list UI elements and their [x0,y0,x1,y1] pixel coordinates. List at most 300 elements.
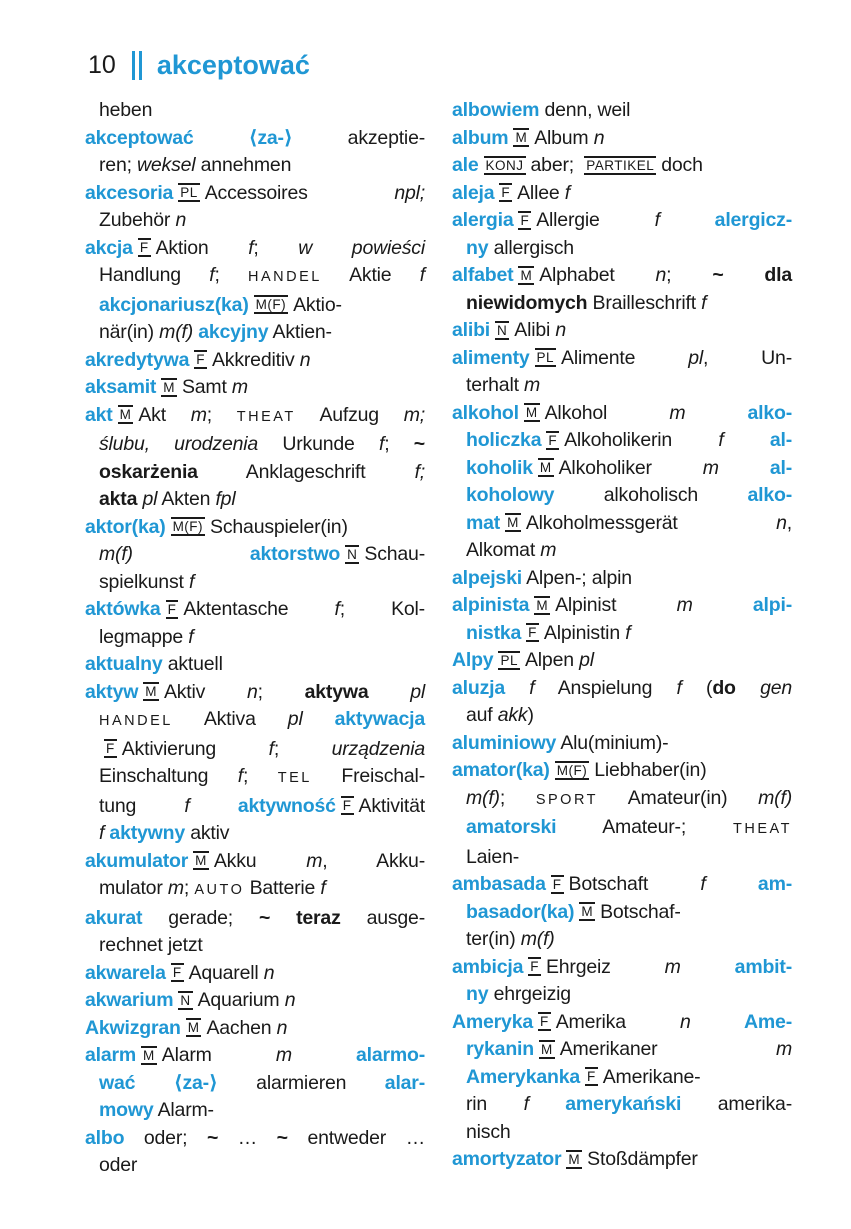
translation-text: Alimente [561,346,689,369]
gender-marker: N [180,992,191,1008]
gender-marker: M [507,515,519,530]
entry-line [85,514,425,542]
dictionary-entry [85,905,425,960]
headword: alar- [384,1071,425,1094]
translation-text: akzeptie- [292,126,426,149]
subject-label: AUTO [194,882,245,898]
grammar-italic: f [379,433,385,455]
gender-marker: PL [500,652,518,668]
translation-text: denn, weil [539,99,631,121]
entry-line [85,624,425,652]
translation-text: Anspielung [534,676,677,699]
translation-text: legmappe [99,625,189,648]
translation-text: Alarm- [153,1099,214,1121]
dictionary-entry [452,207,792,262]
translation-text: Alkohol [544,401,670,424]
grammar-italic: pl [688,346,704,369]
gender-marker: M [195,853,207,868]
headword: ale [452,154,479,176]
translation-text: Amerikane- [602,1065,701,1088]
headword: aktor(ka) [85,515,166,538]
headword: al- [718,456,792,479]
translation-text: ; [666,264,713,286]
entry-line [452,317,792,345]
translation-text: ren; [99,154,138,176]
grammar-italic: m [540,539,557,561]
translation-text: Alkoholikerin [564,429,719,451]
headword: aktorstwo [132,543,341,565]
translation-text: Alu(minium)- [556,731,669,754]
translation-text: Alkoholmessgerät [525,511,777,534]
bold-phrase: ~ [276,1126,288,1149]
translation-text: Schauspieler(in) [210,515,348,538]
translation-text: tung [99,794,185,817]
translation-text: Freischal- [311,765,425,787]
translation-text: Aufzug [295,403,404,426]
grammar-italic: n [284,989,296,1011]
headword: aktywny [104,822,185,844]
translation-text: aber; [530,154,580,176]
translation-text: Alpinist [555,594,677,616]
grammar-italic: gen [735,676,793,699]
translation-text: auf [466,704,498,726]
gender-marker: F [501,185,511,200]
translation-text: Alibi [514,319,556,341]
translation-text: Anklageschrift [197,460,415,483]
translation-text: Laien- [466,845,520,868]
translation-text: när(in) [99,321,160,343]
translation-text: Alkomat [466,539,541,561]
grammar-italic: n [246,680,258,703]
entry-line [85,152,425,180]
headword: ny [466,236,489,259]
translation-text: Allee [517,181,565,204]
grammar-italic: pl [579,649,594,671]
gender-marker: M [520,267,533,283]
entry-line [452,871,792,899]
translation-text: ehrgeizig [488,983,571,1005]
entry-line [452,372,792,400]
translation-text: Akt [138,403,191,426]
entry-line [85,262,425,292]
headword: alimenty [452,346,530,369]
entry-line [85,207,425,235]
translation-text: Botschaf- [600,900,681,923]
headword: akceptować ⟨za-⟩ [85,126,293,149]
entry-line [85,960,425,988]
entry-line [452,926,792,954]
headword: album [452,126,509,149]
entry-line [85,459,425,487]
grammar-italic: f [184,794,190,817]
translation-text: , [786,511,792,534]
dictionary-entry [85,347,425,375]
bold-phrase: aktywa [304,680,369,703]
translation-text: doch [661,154,703,176]
translation-text: , Akku- [322,849,425,872]
translation-text: Amateur-; [556,816,734,838]
bold-phrase: niewidomych [466,291,588,314]
entry-line [452,899,792,927]
translation-text: Aktivität [358,794,425,817]
translation-text: Aktentasche [183,598,335,620]
grammar-italic: n [679,1010,691,1033]
entry-line [85,235,425,263]
entry-line [452,97,792,125]
grammar-italic: f [334,598,340,620]
grammar-italic: n [593,126,605,149]
grammar-italic: fpl [215,488,236,510]
headword: albowiem [452,99,540,121]
translation-text: Einschaltung [99,765,238,787]
dictionary-entry [452,262,792,317]
grammar-italic: n [175,209,187,231]
headword: aktyw [85,680,139,703]
gender-marker: M [143,1047,155,1063]
dictionary-entry [452,871,792,954]
gender-marker: M [568,1151,581,1167]
translation-text: nisch [466,1120,511,1143]
grammar-italic: m [524,374,541,396]
dictionary-entry [452,97,792,125]
translation-text: Accessoires [204,181,395,204]
headword: wać ⟨za-⟩ [99,1071,218,1094]
headword: aktualny [85,653,163,675]
entry-line [452,592,792,620]
gender-marker: F [540,1014,549,1029]
translation-text: amerika- [681,1093,792,1115]
translation-text: Zubehör [99,209,176,231]
grammar-italic: f [209,264,215,286]
headword: aluzja [452,676,505,699]
translation-text: Alpinistin [543,621,626,644]
headword: ny [466,983,489,1005]
entry-line [85,596,425,624]
grammar-italic: n [655,264,667,286]
translation-text: Amerikaner [559,1038,776,1060]
grammar-italic: m [167,877,184,899]
dictionary-entry [452,180,792,208]
headword: al- [723,429,793,451]
translation-text: ; [257,680,305,703]
dictionary-entry [452,675,792,730]
headword: akwarium [85,989,174,1011]
translation-text: Alpen-; alpin [521,566,632,589]
entry-line [452,730,792,758]
entry-line [452,1146,792,1174]
gender-marker: M [119,407,132,422]
grammar-italic: f [625,621,631,644]
translation-text: Samt [181,376,232,398]
grammar-italic: pl [287,708,303,730]
headword: alpinista [452,594,530,616]
translation-text: gerade; [142,906,259,929]
dictionary-entry [452,647,792,675]
entry-line [452,510,792,538]
subject-label: SPORT [535,791,599,808]
translation-text: ; [384,433,414,455]
translation-text: Alpen [524,649,580,671]
gender-marker: M [540,1041,553,1057]
gender-marker: F [552,876,562,892]
headword: mat [466,511,501,534]
entry-line [452,1091,792,1119]
dictionary-entry [85,596,425,651]
entry-line [85,1015,425,1043]
entry-line [452,785,792,815]
dictionary-entry [452,400,792,565]
grammar-italic: m(f) [466,786,500,809]
dictionary-entry [85,1042,425,1125]
translation-text: rin [466,1093,524,1115]
grammar-italic: m [664,955,681,978]
guide-headword: akceptować [156,50,310,80]
grammar-italic: f [700,873,706,895]
entry-line [85,763,425,793]
gender-marker: M [525,405,538,420]
dictionary-entry [452,592,792,647]
translation-text: allergisch [488,236,574,259]
grammar-italic: m; [403,403,426,426]
entry-line [85,875,425,905]
column-left [85,97,425,1180]
headword: aktywność [189,794,336,817]
entry-line [452,152,792,180]
translation-text: Album [534,126,594,149]
translation-text: Aktivierung [121,737,269,760]
headword: koholowy [466,484,555,506]
dictionary-entry [452,317,792,345]
headword: alarm [85,1044,137,1066]
gender-marker: M [539,460,552,475]
gender-marker: PL [180,185,198,200]
headword: ambasada [452,873,546,895]
grammar-italic: f [188,570,195,593]
headword: Akwizgran [85,1016,181,1039]
entry-line [85,180,425,208]
headword: rykanin [466,1038,534,1060]
grammar-italic: n [555,319,566,341]
translation-text: ; [273,737,332,760]
dictionary-entry [85,402,425,514]
entry-line [452,207,792,235]
translation-text: ter(in) [466,928,521,950]
grammar-italic: n [299,348,311,371]
translation-text: ; [499,786,536,809]
headword: alfabet [452,264,514,286]
dictionary-entry [85,374,425,402]
translation-text: ( [681,676,713,699]
headword: alergicz- [659,209,792,231]
text-columns [85,97,792,1180]
grammar-italic: m [275,1044,292,1066]
headword: alergia [452,209,514,231]
entry-line [85,292,425,320]
page-header [88,50,310,81]
translation-text: ; Kol- [339,598,425,620]
gender-marker: M [581,904,594,919]
grammar-italic: f [654,209,660,231]
grammar-italic: n [776,511,787,534]
gender-marker: N [347,546,358,562]
gender-marker: F [139,240,149,255]
headword: mowy [99,1099,154,1121]
headword: aksamit [85,376,157,398]
entry-line [452,125,792,153]
grammar-italic: n [276,1016,288,1039]
entry-line [85,1070,425,1098]
headword: basador(ka) [466,900,575,923]
translation-text: Aktie [321,264,420,286]
translation-text: ausge- [340,906,425,929]
headword: akwarela [85,961,166,984]
grammar-italic: m(f) [520,928,555,950]
entry-line [85,569,425,597]
grammar-italic: f [701,291,707,314]
grammar-italic: n [263,961,275,984]
headword: akcja [85,236,133,259]
dictionary-entry [452,1146,792,1174]
headword: amortyzator [452,1148,562,1170]
bold-phrase: ~ [206,1126,219,1149]
translation-text: Alkoholiker [558,456,703,479]
translation-text: oder [99,1154,138,1176]
headword: alpejski [452,566,522,589]
grammar-italic: f [505,676,535,699]
translation-text: Aktien- [268,321,332,343]
translation-text: alarmieren [217,1071,385,1094]
headword: alko- [685,401,792,424]
dictionary-entry [85,960,425,988]
column-right [452,97,792,1180]
headword: alarmo- [291,1044,425,1066]
headword: Ame- [690,1010,792,1033]
entry-line [85,125,425,153]
entry-line [85,97,425,125]
translation-text: aktiv [185,822,230,844]
translation-text: ; [243,765,278,787]
headword: Amerykanka [466,1065,580,1088]
entry-line [452,537,792,565]
entry-line [85,347,425,375]
gender-marker: F [106,741,115,756]
translation-text: ; [183,877,195,899]
entry-line [85,1042,425,1070]
translation-text: Akten [157,488,216,510]
gender-marker: PL [536,350,555,365]
entry-line [85,793,425,821]
gender-marker: F [167,601,177,617]
entry-line [85,541,425,569]
entry-line [452,482,792,510]
translation-text: Stoßdämpfer [587,1148,698,1170]
entry-line [452,290,792,318]
dictionary-entry [85,180,425,235]
translation-text: Amerika [555,1010,680,1033]
headword: alibi [452,319,491,341]
headword: aleja [452,181,495,204]
gender-marker: F [530,959,539,974]
grammar-italic: f [237,765,244,787]
grammar-italic: m [231,376,248,398]
dictionary-entry [85,235,425,347]
grammar-italic: f [320,877,326,899]
translation-text: ; [253,236,299,259]
headword: ambicja [452,955,524,978]
gender-marker: M(F) [172,519,204,534]
entry-line [452,180,792,208]
entry-line [85,651,425,679]
translation-text: Alarm [161,1044,276,1066]
gender-marker: M(F) [255,297,287,312]
entry-line [452,455,792,483]
gender-marker: F [520,212,530,228]
translation-text: Allergie [536,209,655,231]
translation-text: Aachen [206,1016,277,1039]
translation-text: Botschaft [568,873,701,895]
headword: akumulator [85,849,189,872]
translation-text: ; [206,403,237,426]
dictionary-entry [452,565,792,593]
translation-text: annehmen [195,154,292,176]
grammar-italic: f [188,625,194,648]
gender-marker: F [528,625,537,640]
entry-line [85,820,425,848]
grammar-italic: f [268,737,274,760]
entry-line [85,736,425,764]
entry-line [85,402,425,432]
entry-line [85,848,425,876]
translation-text: Akku [213,849,307,872]
grammar-italic: m [676,594,693,616]
entry-line [452,1036,792,1064]
entry-line [452,981,792,1009]
translation-text: mulator [99,877,168,899]
grammar-italic: f [718,429,724,451]
headword: amerykański [528,1093,682,1115]
entry-line [85,706,425,736]
grammar-italic: pl [137,488,158,510]
headword: Ameryka [452,1010,533,1033]
translation-text: Amateur(in) [598,786,759,809]
headword: holiczka [466,429,542,451]
entry-line [452,702,792,730]
grammar-italic: f; [414,460,425,483]
grammar-italic: m [669,401,686,424]
headword: aluminiowy [452,731,557,754]
page-number: 10 [88,51,116,79]
double-bar-icon [132,51,142,80]
dictionary-entry [85,651,425,679]
grammar-italic: m [190,403,207,426]
grammar-italic: f [419,264,426,286]
dictionary-entry [85,97,425,125]
entry-line [452,565,792,593]
gender-marker: F [342,798,352,813]
translation-text: Aktiv [163,680,247,703]
dictionary-entry [85,848,425,905]
entry-line [85,1152,425,1180]
headword: aktywacja [302,708,425,730]
entry-line [452,1009,792,1037]
grammar-italic: urządzenia [331,737,426,760]
entry-line [452,954,792,982]
gender-marker: F [548,432,558,448]
translation-text: Aktiva [172,708,288,730]
translation-text: alkoholisch [554,484,748,506]
grammar-italic: m(f) [159,321,194,343]
bold-phrase: akta [99,488,138,510]
